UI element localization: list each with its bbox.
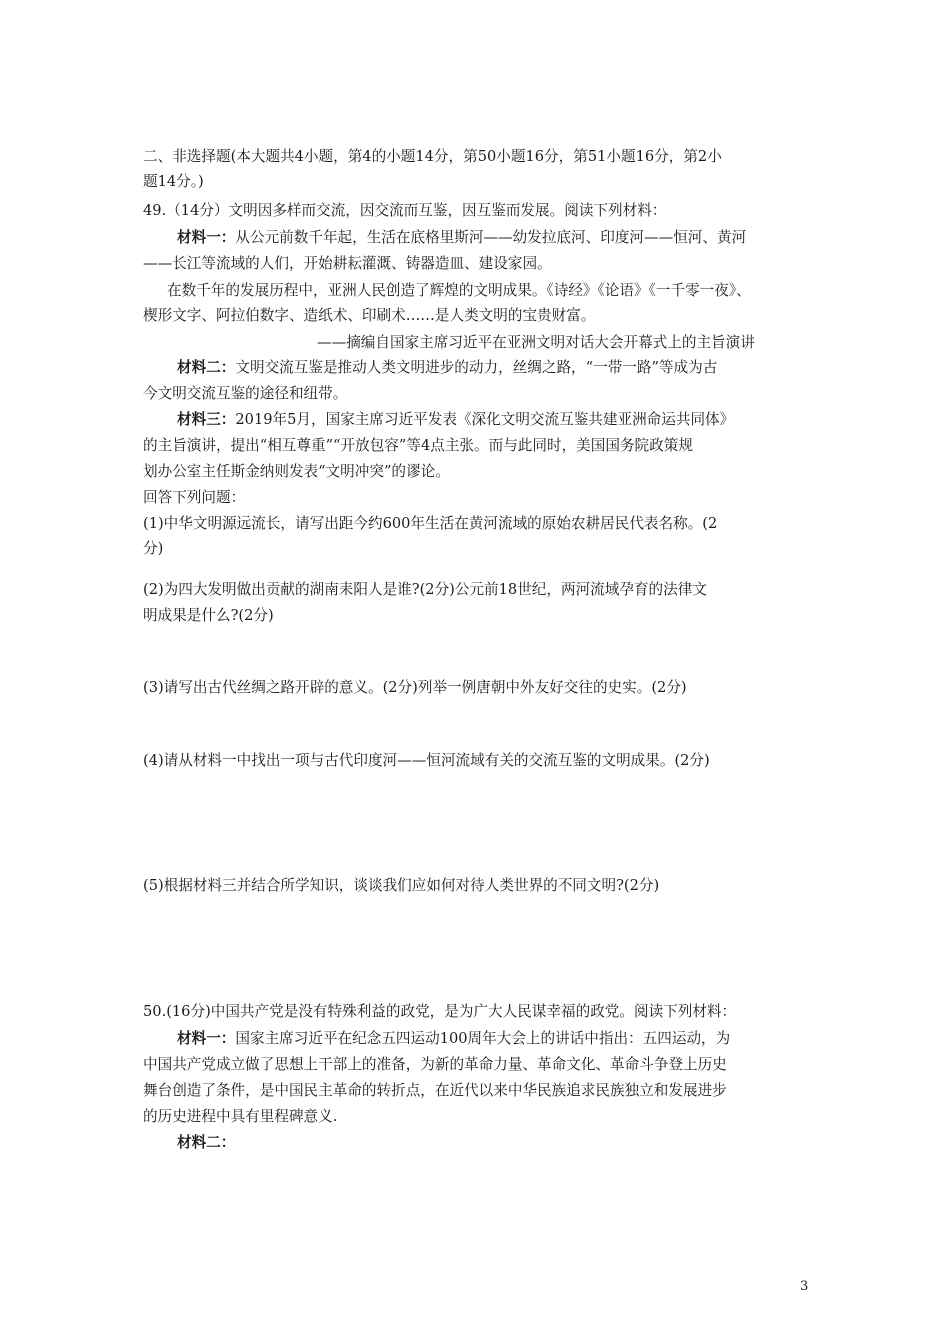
q49-material-1-line-2: ——长江等流域的人们，开始耕耘灌溉、铸器造皿、建设家园。	[143, 255, 552, 272]
q50-material-1-label: 材料一：	[177, 1030, 236, 1047]
q49-stem: 49.（14分）文明因多样而交流，因交流而互鉴，因互鉴而发展。阅读下列材料：	[143, 202, 667, 219]
q50-material-1-line-3: 舞台创造了条件，是中国民主革命的转折点，在近代以来中华民族追求民族独立和发展进步	[143, 1082, 727, 1099]
q49-sub-3: (3)请写出古代丝绸之路开辟的意义。(2分)列举一例唐朝中外友好交往的史实。(2分)	[143, 679, 687, 696]
q50-stem: 50.(16分)中国共产党是没有特殊利益的政党，是为广大人民谋幸福的政党。阅读下列材料：	[143, 1003, 737, 1020]
q50-material-2-label: 材料二：	[177, 1134, 236, 1151]
q49-sub-2-line-1: (2)为四大发明做出贡献的湖南耒阳人是谁?(2分)公元前18世纪，两河流域孕育的法律文	[143, 581, 707, 598]
q49-material-3-text: 2019年5月，国家主席习近平发表《深化文明交流互鉴共建亚洲命运共同体》	[235, 411, 735, 428]
section-heading-line-2: 题14分。)	[143, 173, 204, 190]
q49-material-3	[177, 410, 734, 430]
section-heading-line-1: 二、非选择题(本大题共4小题，第4的小题14分，第50小题16分，第51小题16分，第2小	[143, 148, 722, 165]
q49-material-1-label: 材料一：	[177, 229, 236, 246]
q49-material-1-para-2-line-1: 在数千年的发展历程中，亚洲人民创造了辉煌的文明成果。《诗经》《论语》《一千零一夜》、	[167, 282, 751, 299]
q49-sub-5: (5)根据材料三并结合所学知识，谈谈我们应如何对待人类世界的不同文明?(2分)	[143, 877, 660, 894]
q49-material-1	[177, 228, 746, 248]
page-number: 3	[800, 1279, 809, 1294]
q50-material-1	[177, 1029, 730, 1049]
q49-material-2-line-2: 今文明交流互鉴的途径和纽带。	[143, 385, 348, 402]
q49-material-2-label: 材料二：	[177, 359, 236, 376]
q49-material-3-label: 材料三：	[177, 411, 236, 428]
q49-material-3-line-3: 划办公室主任斯金纳则发表“文明冲突”的谬论。	[143, 463, 450, 480]
q50-material-1-line-2: 中国共产党成立做了思想上干部上的准备，为新的革命力量、革命文化、革命斗争登上历史	[143, 1056, 727, 1073]
q49-material-3-line-2: 的主旨演讲，提出“相互尊重”“开放包容”等4点主张。而与此同时，美国国务院政策规	[143, 437, 693, 454]
q49-material-1-text: 从公元前数千年起，生活在底格里斯河——幼发拉底河、印度河——恒河、黄河	[235, 229, 747, 246]
q49-material-1-source: ——摘编自国家主席习近平在亚洲文明对话大会开幕式上的主旨演讲	[317, 334, 755, 351]
q50-material-1-line-4: 的历史进程中具有里程碑意义.	[143, 1108, 338, 1125]
q49-material-2-text: 文明交流互鉴是推动人类文明进步的动力，丝绸之路，“一带一路”等成为古	[235, 359, 718, 376]
q49-sub-1-line-2: 分)	[143, 540, 164, 557]
q50-material-1-text: 国家主席习近平在纪念五四运动100周年大会上的讲话中指出：五四运动，为	[235, 1030, 731, 1047]
q49-sub-4: (4)请从材料一中找出一项与古代印度河——恒河流域有关的交流互鉴的文明成果。(2分)	[143, 752, 710, 769]
q49-material-1-para-2-line-2: 楔形文字、阿拉伯数字、造纸术、印刷术……是人类文明的宝贵财富。	[143, 307, 596, 324]
q49-material-2	[177, 358, 717, 378]
q49-prompt: 回答下列问题：	[143, 489, 246, 506]
q49-sub-2-line-2: 明成果是什么?(2分)	[143, 607, 274, 624]
q49-sub-1-line-1: (1)中华文明源远流长，请写出距今约600年生活在黄河流域的原始农耕居民代表名称。(2	[143, 515, 718, 532]
